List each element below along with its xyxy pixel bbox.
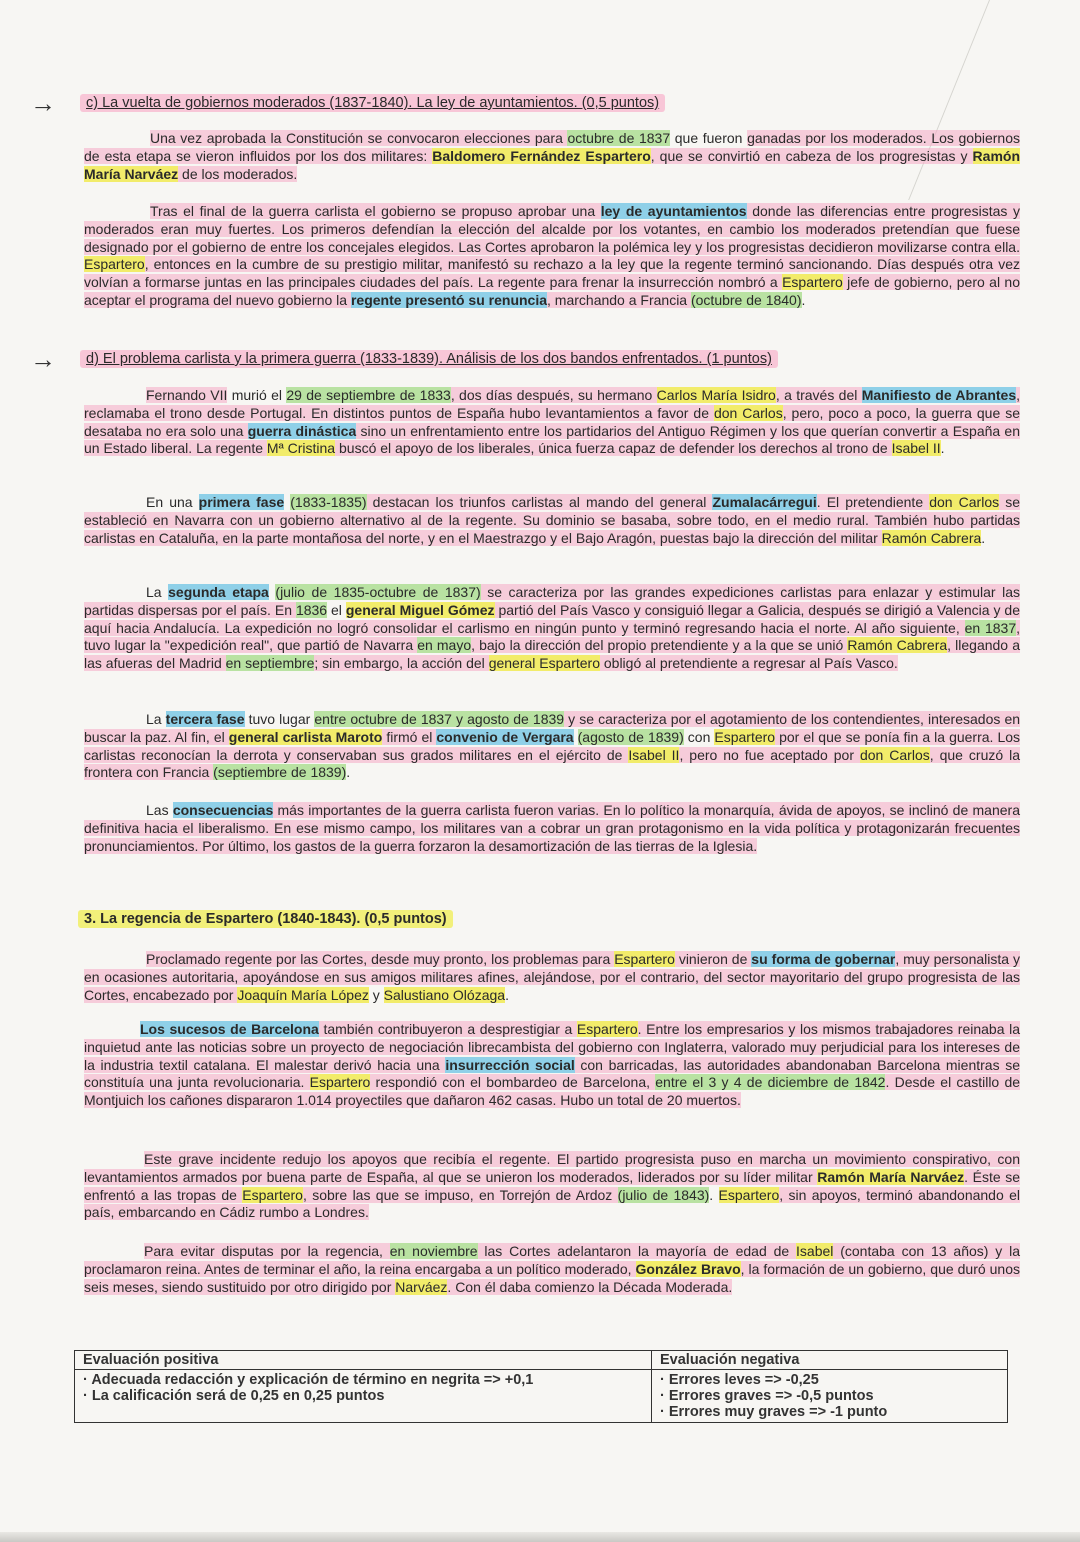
text-segment: Espartero <box>714 728 776 745</box>
text-segment: Ramón Cabrera <box>847 637 948 654</box>
text-segment: Los sucesos de Barcelona <box>140 1021 319 1037</box>
negative-evaluation-list <box>660 1372 999 1420</box>
text-segment: . <box>981 529 986 546</box>
text-segment: regente presentó su renuncia <box>350 291 548 308</box>
text-segment: octubre de 1837 <box>567 130 671 146</box>
text-segment: ; sin embargo, la acción del <box>314 655 489 672</box>
text-segment: (julio de 1835-octubre de 1837) <box>275 584 481 600</box>
section-d-paragraph-1 <box>84 387 1020 458</box>
arrow-icon: → <box>30 344 56 374</box>
text-segment: , bajo la dirección del propio pretendiente y a la que se unió <box>471 637 848 654</box>
text-segment: Joaquín María López <box>237 986 369 1003</box>
text-segment: , que se convirtió en cabeza de los progresistas y <box>650 147 973 164</box>
text-segment: Salustiano Olózaga <box>383 986 506 1003</box>
text-segment: sino un enfrentamiento entre los partidarios del Antiguo Régimen y los que querían convertir a España en un Estado liberal. La regente <box>84 422 1021 457</box>
text-segment: convenio de Vergara <box>436 728 574 745</box>
text-segment: se caracteriza por las grandes expediciones carlistas para enlazar y estimular las partidas dispersas por el país. En <box>84 584 1021 618</box>
text-segment: Este grave incidente redujo los apoyos que recibía el regente. El partido progresista puso en marcha un movimiento conspirativo, con levantamientos armados por buena parte de España, al que se unieron los moderados, liderados por su líder militar <box>84 1151 1020 1185</box>
section-c-heading <box>30 88 665 118</box>
text-segment: Baldomero Fernández Espartero <box>432 147 651 164</box>
text-segment: , pero, poco a poco, la guerra que se desataba no era solo una <box>84 404 1020 439</box>
text-segment: , tuvo lugar la "expedición real", que partió de Navarra <box>84 619 1020 654</box>
text-segment: don Carlos <box>713 404 783 421</box>
text-segment: . Éste se enfrentó a las tropas de <box>84 1168 1020 1203</box>
text-segment: (agosto de 1839) <box>577 728 684 745</box>
text-segment: Ramón María Narváez <box>817 1168 965 1185</box>
text-segment: se estableció en Navarra con un gobierno alternativo al de la regente. Su dominio se basaba, sobre todo, en el medio rural. También hubo partidas carlistas en Cataluña, en la parte montañosa del norte, y en el Maestrazgo y el Bajo Aragón, puestas bajo la dirección del militar <box>84 494 1021 546</box>
text-segment: 29 de septiembre de 1833 <box>286 387 451 403</box>
text-segment: por el que se ponía fin a la guerra. Los carlistas reconocían la derrota y conservaban sus grados militares en el ejército de <box>84 728 1021 763</box>
text-segment: con <box>683 728 715 745</box>
section-3-paragraph-4 <box>84 1243 1020 1296</box>
text-segment: insurrección social <box>445 1056 575 1073</box>
text-segment: entre el 3 y 4 de diciembre de 1842 <box>655 1074 886 1091</box>
text-segment: en 1837 <box>964 619 1017 636</box>
text-segment: entre octubre de 1837 y agosto de 1839 <box>314 711 565 727</box>
text-segment: Narváez <box>395 1278 448 1295</box>
text-segment: Las <box>146 802 173 818</box>
negative-item: · Errores muy graves => -1 punto <box>660 1404 999 1420</box>
text-segment: que fueron <box>670 130 748 146</box>
text-segment: Zumalacárregui <box>712 494 817 510</box>
section-3-paragraph-3 <box>84 1151 1020 1222</box>
text-segment: buscó el apoyo de los liberales, única fuerza capaz de defender los derechos al trono de <box>335 440 892 457</box>
text-segment: y <box>368 986 384 1003</box>
text-segment: . Entre los empresarios y los mismos trabajadores reinaba la inquietud ante las noticias sobre un proyecto de negociación librecambista del gobierno con Inglaterra, valorado muy perjudicial para los intereses de la industria textil catalana. El malestar derivó hacia una <box>84 1021 1020 1073</box>
text-segment: Tras el final de la guerra carlista el gobierno se propuso aprobar una <box>150 203 601 219</box>
text-segment: respondió con el bombardeo de Barcelona, <box>370 1074 656 1091</box>
text-segment: Espartero <box>576 1021 638 1037</box>
section-d-heading <box>30 344 778 374</box>
text-segment: Espartero <box>782 274 843 291</box>
text-segment: Espartero <box>718 1186 780 1203</box>
text-segment: , sobre las que se impuso, en Torrejón de Ardoz <box>302 1186 618 1203</box>
text-segment: en septiembre <box>225 655 315 672</box>
text-segment: su forma de gobernar <box>751 951 896 967</box>
text-segment: tercera fase <box>165 711 245 727</box>
text-segment: , reclamaba el trono desde Portugal. En distintos puntos de España hubo levantamientos a favor de <box>84 387 1021 421</box>
text-segment: donde las diferencias entre progresistas y moderados eran muy fuertes. Los primeros defendían la elección del alcalde por los votantes, en cambio los moderados pretendían que fuese designado por el gobierno de entre los concejales elegidos. Las Cortes aprobaron la polémica ley y los progresistas decidieron movilizarse contra ella. <box>84 203 1020 255</box>
negative-item: · Errores graves => -0,5 puntos <box>660 1388 999 1404</box>
text-segment: Ramón Cabrera <box>881 529 982 546</box>
text-segment: , marchando a Francia <box>547 291 691 308</box>
text-segment: firmó el <box>382 728 437 745</box>
text-segment: . El pretendiente <box>816 494 930 510</box>
text-segment: Espartero <box>84 256 145 273</box>
positive-item: · Adecuada redacción y explicación de término en negrita => +0,1 <box>83 1372 643 1388</box>
text-segment: don Carlos <box>859 746 930 763</box>
text-segment: Manifiesto de Abrantes <box>861 387 1017 403</box>
text-segment: general carlista Maroto <box>228 728 383 745</box>
section-3-heading <box>78 910 453 928</box>
text-segment: , sin apoyos, terminó abandonando el país, embarcando en Cádiz rumbo a Londres. <box>84 1186 1020 1221</box>
text-segment: , muy personalista y en ocasiones autoritaria, apoyándose en sus amigos militares afines, alejándose, por el contrario, del sector mayoritario del grupo progresista de las Cortes, encabezado por <box>84 951 1020 1003</box>
text-segment: Espartero <box>242 1186 303 1203</box>
section-3-paragraph-2 <box>84 1021 1020 1110</box>
text-segment: , que cruzó la frontera con Francia <box>84 746 1020 781</box>
text-segment: consecuencias <box>172 802 274 818</box>
text-segment: destacan los triunfos carlistas al mando del general <box>366 494 713 510</box>
text-segment: general Espartero <box>488 655 600 672</box>
text-segment: en mayo <box>417 637 472 654</box>
section-c-paragraph-2 <box>84 203 1020 310</box>
section-d-paragraph-4 <box>84 711 1020 782</box>
text-segment: . <box>801 291 806 308</box>
text-segment: murió el <box>227 387 287 403</box>
text-segment: de los moderados. <box>178 165 298 182</box>
text-segment: guerra dinástica <box>247 422 357 439</box>
text-segment: en noviembre <box>389 1243 478 1259</box>
text-segment: En una <box>146 494 199 510</box>
text-segment: primera fase <box>198 494 285 510</box>
text-segment: también contribuyeron a desprestigiar a <box>318 1021 577 1037</box>
section-d-title: d) El problema carlista y la primera guerra (1833-1839). Análisis de los dos bandos enfrentados. (1 puntos) <box>80 350 778 368</box>
text-segment: , a través del <box>775 387 862 403</box>
section-c-paragraph-1 <box>84 130 1020 183</box>
text-segment: ley de ayuntamientos <box>600 203 747 219</box>
positive-evaluation-cell <box>75 1370 652 1423</box>
text-segment: partió del País Vasco y consiguió llegar a Galicia, después se dirigió a Valencia y de aquí hacia Andalucía. La expedición no logró consolidar el carlismo en ningún punto y terminó regresando hacia el norte. Al año siguiente, <box>84 601 1020 636</box>
text-segment: , la formación de un gobierno, que duró unos seis meses, siendo sustituido por otro dirigido por <box>84 1260 1021 1295</box>
text-segment: . <box>940 440 945 457</box>
text-segment: Isabel II <box>891 440 941 457</box>
text-segment: Isabel <box>796 1243 834 1259</box>
text-segment: . <box>505 986 509 1003</box>
text-segment: Proclamado regente por las Cortes, desde muy pronto, los problemas para <box>146 951 615 967</box>
text-segment: Una vez aprobada la Constitución se convocaron elecciones para <box>150 130 568 146</box>
text-segment: (1833-1835) <box>290 494 367 510</box>
section-d-paragraph-3 <box>84 584 1020 673</box>
evaluation-header-row <box>75 1351 1008 1370</box>
text-segment: La <box>146 711 166 727</box>
text-segment: más importantes de la guerra carlista fueron varias. En lo político la monarquía, ávida de apoyos, se inclinó de manera definitiva hacia el liberalismo. En ese mismo campo, los militares van a cobrar un gran protagonismo en la vida política y protagonizarán frecuentes pronunciamientos. Por último, los gastos de la guerra forzaron la desamortización de las tierras de la Iglesia. <box>84 802 1020 854</box>
text-segment: González Bravo <box>635 1260 741 1277</box>
text-segment: las Cortes adelantaron la mayoría de edad de <box>477 1243 797 1259</box>
text-segment: vinieron de <box>674 951 752 967</box>
text-segment: (septiembre de 1839) <box>213 764 347 781</box>
text-segment: Los gobiernos de esta etapa se vieron influidos por los dos militares: <box>84 130 1021 164</box>
text-segment: , llegando a las afueras del Madrid <box>84 637 1020 672</box>
text-segment: (contaba con 13 años) y la proclamaron reina. Antes de terminar el año, la reina encargaba a un político moderado, <box>84 1243 1021 1277</box>
text-segment: Espartero <box>309 1074 371 1091</box>
text-segment: Ramón María Narváez <box>84 147 1020 182</box>
text-segment: (julio de 1843) <box>617 1186 710 1203</box>
text-segment: Isabel II <box>628 746 680 763</box>
positive-evaluation-header: Evaluación positiva <box>75 1351 652 1370</box>
text-segment: con barricadas, las autoridades abandonaban Barcelona mientras se constituía una junta revolucionaria. <box>84 1056 1021 1091</box>
positive-evaluation-list <box>83 1372 643 1404</box>
section-3-title: 3. La regencia de Espartero (1840-1843). (0,5 puntos) <box>78 910 453 928</box>
text-segment: tuvo lugar <box>244 711 315 727</box>
negative-item: · Errores leves => -0,25 <box>660 1372 999 1388</box>
text-segment: , dos días después, su hermano <box>450 387 657 403</box>
text-segment: Para evitar disputas por la regencia, <box>144 1243 390 1259</box>
evaluation-body-row <box>75 1370 1008 1423</box>
evaluation-table <box>74 1350 1008 1423</box>
section-3-paragraph-1 <box>84 951 1020 1004</box>
text-segment: 1836 <box>295 601 328 618</box>
text-segment: Carlos María Isidro <box>656 387 776 403</box>
arrow-icon: → <box>30 88 56 118</box>
text-segment: Espartero <box>614 951 675 967</box>
text-segment: y se caracteriza por el agotamiento de los contendientes, interesados en buscar la paz. Al fin, el <box>84 711 1021 745</box>
section-d-paragraph-5 <box>84 802 1020 855</box>
text-segment: Fernando VII <box>146 387 228 403</box>
negative-evaluation-header: Evaluación negativa <box>652 1351 1008 1370</box>
text-segment: , entonces en la cumbre de su prestigio militar, manifestó su rechazo a la ley que la regente terminó sancionando. Días después otra vez volvían a formarse juntas en las principales ciudades del país. La regente para frenar la insurrección nombró a <box>84 256 1020 291</box>
text-segment: , pero no fue aceptado por <box>679 746 860 763</box>
text-segment: segunda etapa <box>168 584 269 600</box>
positive-item: · La calificación será de 0,25 en 0,25 puntos <box>83 1388 643 1404</box>
text-segment: . Desde el castillo de Montjuich los cañones dispararon 1.014 proyectiles que dañaron 462 casas. Hubo un total de 20 muertos. <box>84 1074 1021 1109</box>
text-segment: (octubre de 1840) <box>690 291 802 308</box>
section-d-paragraph-2 <box>84 494 1020 547</box>
text-segment: general Miguel Gómez <box>345 601 495 618</box>
scan-bottom-edge <box>0 1532 1080 1542</box>
section-c-title: c) La vuelta de gobiernos moderados (1837-1840). La ley de ayuntamientos. (0,5 puntos) <box>80 94 665 112</box>
text-segment: . Con él daba comienzo la Década Moderada. <box>447 1278 733 1295</box>
text-segment: el <box>327 601 346 618</box>
text-segment: . <box>709 1186 719 1203</box>
text-segment: Mª Cristina <box>266 440 336 457</box>
text-segment: . <box>346 764 351 781</box>
text-segment: jefe de gobierno, pero al no aceptar el programa del nuevo gobierno la <box>84 274 1020 308</box>
negative-evaluation-cell <box>652 1370 1008 1423</box>
text-segment: ganadas por los moderados. <box>747 130 927 146</box>
text-segment: don Carlos <box>929 494 1000 510</box>
text-segment: La <box>146 584 169 600</box>
text-segment: obligó al pretendiente a regresar al País Vasco. <box>599 655 898 672</box>
